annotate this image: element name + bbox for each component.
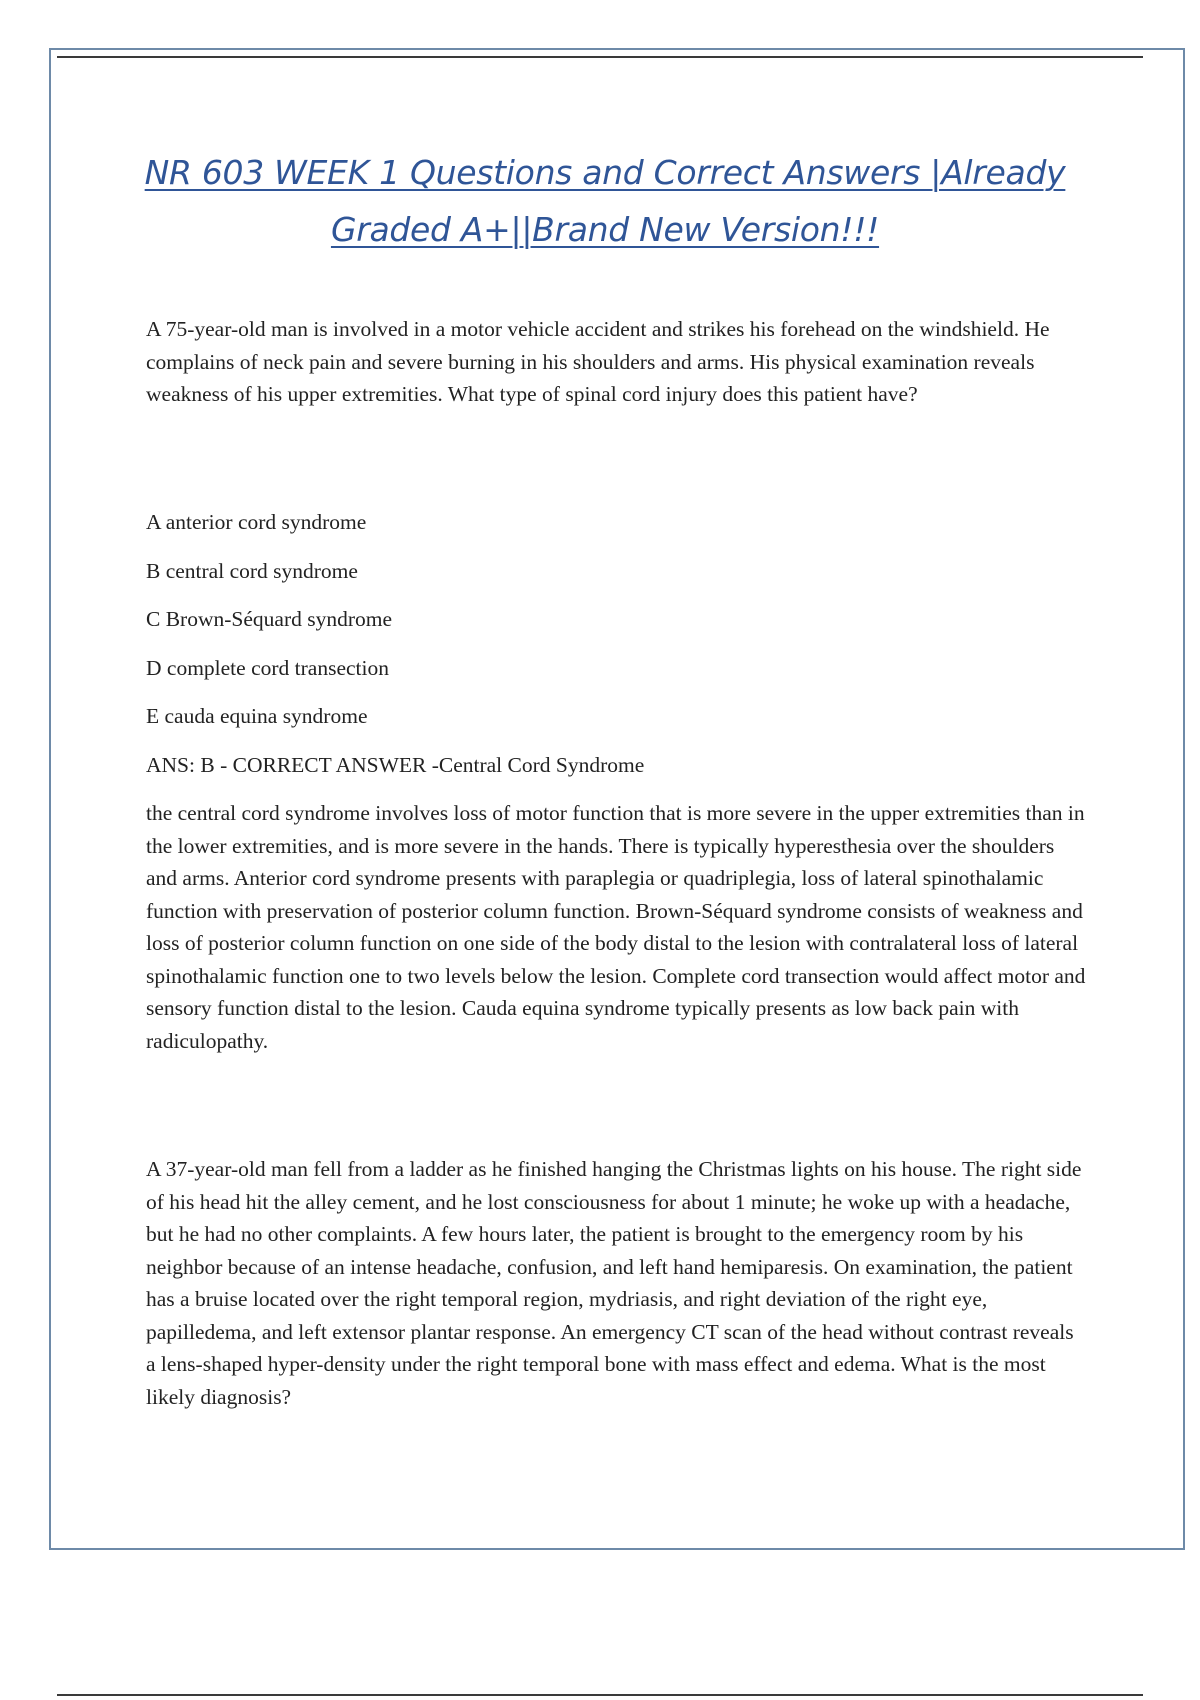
top-rule [57,56,1143,58]
bottom-rule [57,1694,1143,1696]
title-line-1: NR 603 WEEK 1 Questions and Correct Answers |Already [144,153,1066,192]
option-b: B central cord syndrome [146,558,358,583]
option-e: E cauda equina syndrome [146,704,368,728]
question-1-answer: ANS: B - CORRECT ANSWER -Central Cord Syndrome [146,753,645,777]
question-1-options [146,506,1086,749]
question-1-explanation: the central cord syndrome involves loss of motor function that is more severe in the upper extremities than in the lower extremities, and is more severe in the hands. There is typically hyperesthesia over the shoulders and arms. Anterior cord syndrome presents with paraplegia or quadriplegia, loss of lateral spinothalamic function with preservation of posterior column function. Brown-Séquard syndrome consists of weakness and loss of posterior column function on one side of the body distal to the lesion with contralateral loss of lateral spinothalamic function one to two levels below the lesion. Complete cord transection would affect motor and sensory function distal to the lesion. Cauda equina syndrome typically presents as low back pain with radiculopathy. [146,801,1086,1053]
question-2-text: A 37-year-old man fell from a ladder as he finished hanging the Christmas lights on his house. The right side of his head hit the alley cement, and he lost consciousness for about 1 minute; he woke up with a headache, but he had no other complaints. A few hours later, the patient is brought to the emergency room by his neighbor because of an intense headache, confusion, and left hand hemiparesis. On examination, the patient has a bruise located over the right temporal region, mydriasis, and right deviation of the right eye, papilledema, and left extensor plantar response. An emergency CT scan of the head without contrast reveals a lens-shaped hyper-density under the right temporal bone with mass effect and edema. What is the most likely diagnosis? [146,1157,1082,1409]
option-c: C Brown-Séquard syndrome [146,607,393,631]
title-line-2: Graded A+||Brand New Version!!! [330,210,880,249]
document-title [130,144,1080,258]
question-1-text: A 75-year-old man is involved in a motor vehicle accident and strikes his forehead on the windshield. He complains of neck pain and severe burning in his shoulders and arms. His physical examination reveals weakness of his upper extremities. What type of spinal cord injury does this patient have? [146,317,1050,406]
option-d: D complete cord transection [146,655,389,680]
option-a: A anterior cord syndrome [146,510,367,534]
